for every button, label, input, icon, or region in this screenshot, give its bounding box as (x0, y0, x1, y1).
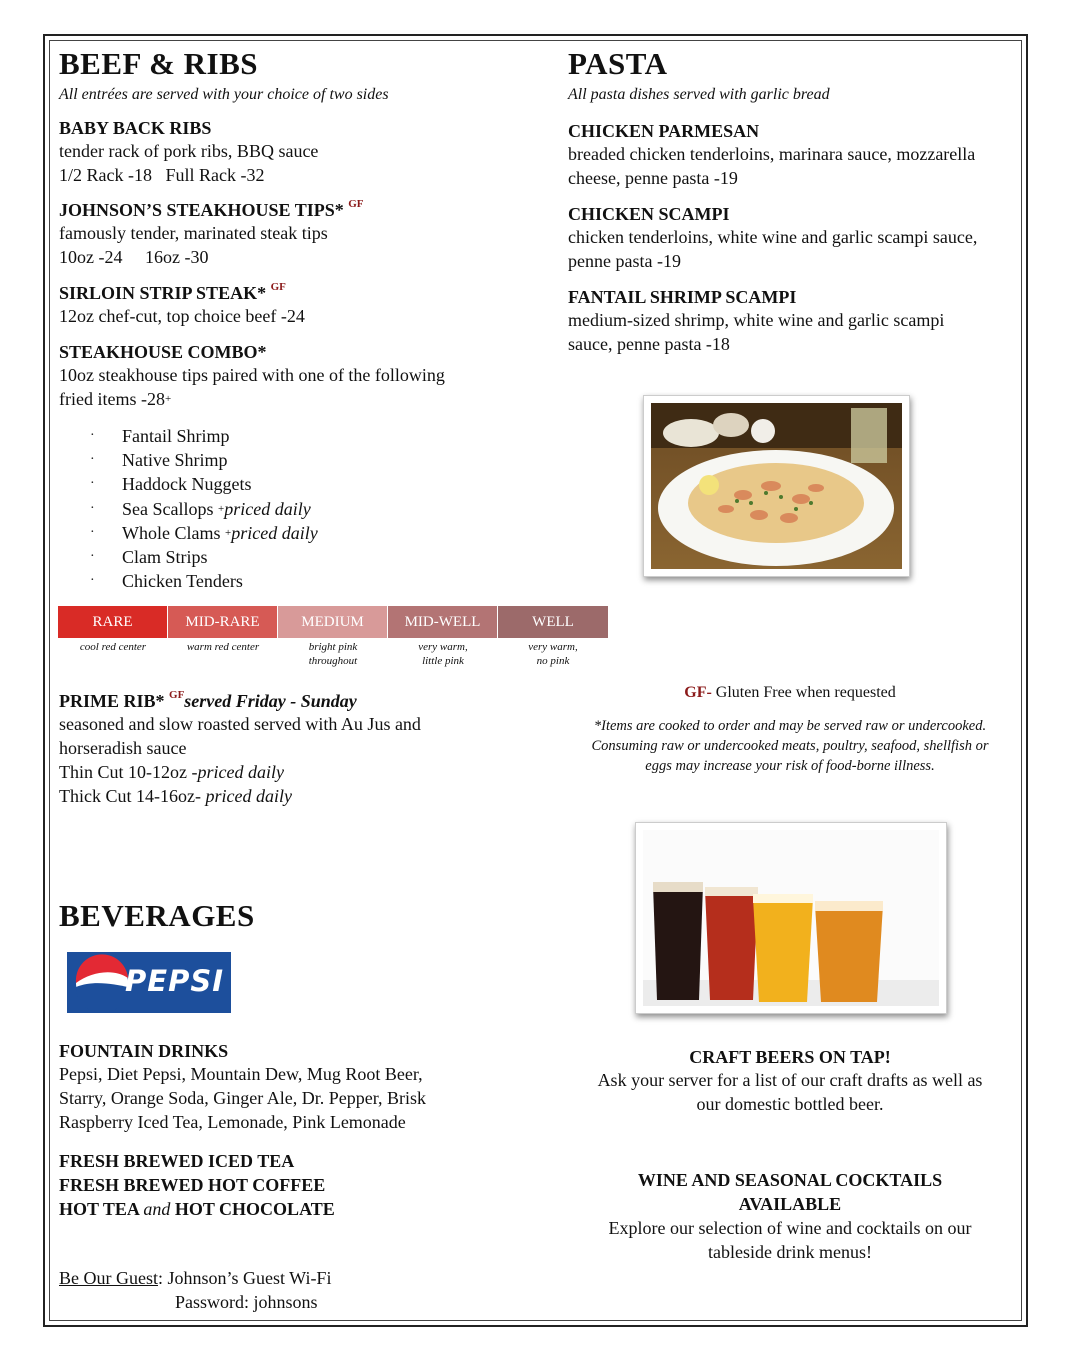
doneness-well: WELL (498, 606, 608, 638)
list-item (59, 569, 529, 593)
steakhouse-combo-item (59, 342, 529, 411)
item-description: horseradish sauce (59, 738, 187, 758)
item-description: chicken tenderloins, white wine and garlic scampi sauce, (568, 227, 978, 247)
item-name: PRIME RIB* (59, 691, 165, 711)
doneness-desc: bright pink throughout (308, 641, 358, 667)
wifi-password: Password: johnsons (175, 1292, 318, 1312)
steakhouse-tips-item (59, 200, 529, 269)
item-description: medium-sized shrimp, white wine and garlic scampi (568, 310, 945, 330)
wine-cocktails-block (560, 1168, 1020, 1264)
wine-line: tableside drink menus! (708, 1242, 872, 1262)
list-item (59, 448, 529, 472)
chicken-parmesan-item (568, 121, 1018, 190)
item-name: FANTAIL SHRIMP SCAMPI (568, 287, 797, 307)
pasta-plate-image (651, 403, 902, 569)
bullet-icon: · (90, 524, 95, 540)
doneness-desc: very warm, no pink (528, 641, 578, 667)
wifi-label: Be Our Guest (59, 1268, 158, 1288)
gf-key: GF- (684, 684, 712, 701)
thin-cut-price: priced daily (197, 762, 284, 782)
list-item (59, 472, 529, 496)
and-label: and (143, 1199, 171, 1219)
item-description: 12oz chef-cut, top choice beef -24 (59, 306, 305, 326)
list-item (59, 545, 529, 569)
pasta-dish-photo (643, 395, 910, 577)
item-name: CHICKEN SCAMPI (568, 204, 730, 224)
fountain-drinks-block (59, 1041, 529, 1134)
doneness-scale (58, 606, 608, 668)
craft-beers-block (560, 1047, 1020, 1116)
wifi-network: : Johnson’s Guest Wi-Fi (157, 1268, 332, 1288)
item-description-price: fried items -28 (59, 389, 165, 409)
food-safety-warning (560, 716, 1020, 776)
list-item (59, 521, 529, 545)
craft-beer-photo (635, 822, 947, 1014)
bullet-icon: · (90, 428, 95, 443)
list-item (59, 497, 529, 521)
item-name: CHICKEN PARMESAN (568, 121, 760, 141)
gf-text: Gluten Free when requested (711, 684, 896, 701)
list-item-name: Chicken Tenders (122, 571, 243, 592)
wine-title: WINE AND SEASONAL COCKTAILS (637, 1170, 943, 1190)
doneness-mid-well: MID-WELL (388, 606, 498, 638)
gluten-free-badge: GF (348, 198, 364, 210)
item-description: breaded chicken tenderloins, marinara sauce, mozzarella (568, 144, 976, 164)
wifi-block (59, 1266, 529, 1314)
fried-items-list (59, 424, 529, 593)
baby-back-ribs-item (59, 118, 529, 187)
item-name: STEAKHOUSE COMBO* (59, 342, 267, 362)
doneness-desc: warm red center (186, 641, 260, 653)
item-name: JOHNSON’S STEAKHOUSE TIPS* (59, 200, 344, 220)
hot-drinks-block (59, 1149, 529, 1221)
pepsi-wordmark: PEPSI (125, 964, 224, 998)
plus-marker: + (218, 502, 225, 515)
iced-tea-label: FRESH BREWED ICED TEA (59, 1151, 295, 1171)
beer-glasses-image (643, 830, 939, 1006)
doneness-desc: very warm, little pink (418, 641, 468, 667)
thick-cut-label: Thick Cut 14-16oz- (59, 786, 206, 806)
item-description: penne pasta -19 (568, 251, 681, 271)
plus-marker: + (164, 393, 172, 405)
chicken-scampi-item (568, 204, 1018, 273)
doneness-bar (58, 606, 608, 638)
bullet-icon: · (90, 549, 95, 565)
bullet-icon: · (90, 500, 95, 516)
pepsi-logo (67, 952, 231, 1013)
doneness-medium: MEDIUM (278, 606, 388, 638)
item-description: cheese, penne pasta -19 (568, 168, 738, 188)
fountain-drinks-title: FOUNTAIN DRINKS (59, 1041, 229, 1061)
warning-line: eggs may increase your risk of food-borne illness. (645, 758, 935, 774)
fountain-drinks-line: Pepsi, Diet Pepsi, Mountain Dew, Mug Root Beer, (59, 1064, 423, 1084)
list-item-note: priced daily (224, 498, 311, 519)
item-description: sauce, penne pasta -18 (568, 334, 730, 354)
shrimp-scampi-item (568, 287, 1018, 356)
doneness-mid-rare: MID-RARE (168, 606, 278, 638)
item-price: 1/2 Rack -18 Full Rack -32 (59, 165, 265, 185)
thick-cut-price: priced daily (205, 786, 292, 806)
list-item-name: Haddock Nuggets (122, 474, 252, 495)
warning-line: *Items are cooked to order and may be served raw or undercooked. (593, 718, 987, 734)
list-item-name: Whole Clams (122, 522, 221, 543)
craft-beers-line: Ask your server for a list of our craft drafts as well as (597, 1070, 983, 1090)
pasta-section-subtitle: All pasta dishes served with garlic bread (568, 86, 830, 103)
bullet-icon: · (90, 573, 95, 589)
beverages-section-title: BEVERAGES (59, 898, 255, 933)
list-item-name: Native Shrimp (122, 450, 228, 471)
wine-line: Explore our selection of wine and cocktails on our (608, 1218, 972, 1238)
hot-chocolate-label: HOT CHOCOLATE (174, 1199, 335, 1219)
fountain-drinks-line: Starry, Orange Soda, Ginger Ale, Dr. Pepper, Brisk (59, 1088, 427, 1108)
pasta-section-title: PASTA (568, 46, 668, 81)
plus-marker: + (224, 526, 232, 539)
list-item-note: priced daily (231, 522, 318, 543)
gluten-free-badge: GF (169, 689, 185, 701)
fountain-drinks-line: Raspberry Iced Tea, Lemonade, Pink Lemonade (59, 1112, 406, 1132)
list-item-name: Clam Strips (122, 547, 208, 568)
craft-beers-title: CRAFT BEERS ON TAP! (689, 1047, 891, 1067)
doneness-rare: RARE (58, 606, 168, 638)
hot-tea-label: HOT TEA (59, 1199, 139, 1219)
item-name: BABY BACK RIBS (59, 118, 212, 138)
doneness-desc: cool red center (79, 641, 147, 653)
coffee-label: FRESH BREWED HOT COFFEE (59, 1175, 326, 1195)
list-item-name: Fantail Shrimp (122, 426, 230, 446)
warning-line: Consuming raw or undercooked meats, poultry, seafood, shellfish or (591, 738, 989, 754)
beef-section-title: BEEF & RIBS (59, 46, 259, 81)
item-description: 10oz steakhouse tips paired with one of the following (59, 365, 445, 385)
craft-beers-line: our domestic bottled beer. (696, 1094, 884, 1114)
beef-section-subtitle: All entrées are served with your choice of two sides (59, 86, 389, 103)
item-description: famously tender, marinated steak tips (59, 223, 328, 243)
bullet-icon: · (90, 476, 95, 492)
item-availability: served Friday - Sunday (184, 691, 357, 711)
item-description: tender rack of pork ribs, BBQ sauce (59, 141, 319, 161)
item-description: seasoned and slow roasted served with Au Jus and (59, 714, 421, 734)
gluten-free-badge: GF (270, 281, 286, 293)
list-item (59, 424, 529, 448)
list-item-name: Sea Scallops (122, 498, 214, 519)
wine-title: AVAILABLE (738, 1194, 842, 1214)
bullet-icon: · (90, 452, 95, 468)
prime-rib-item (59, 691, 529, 808)
sirloin-steak-item (59, 283, 529, 328)
gluten-free-note (560, 684, 1020, 702)
item-name: SIRLOIN STRIP STEAK* (59, 283, 267, 303)
pepsi-globe-icon (73, 954, 131, 1012)
thin-cut-label: Thin Cut 10-12oz - (59, 762, 198, 782)
item-price: 10oz -24 16oz -30 (59, 247, 209, 267)
